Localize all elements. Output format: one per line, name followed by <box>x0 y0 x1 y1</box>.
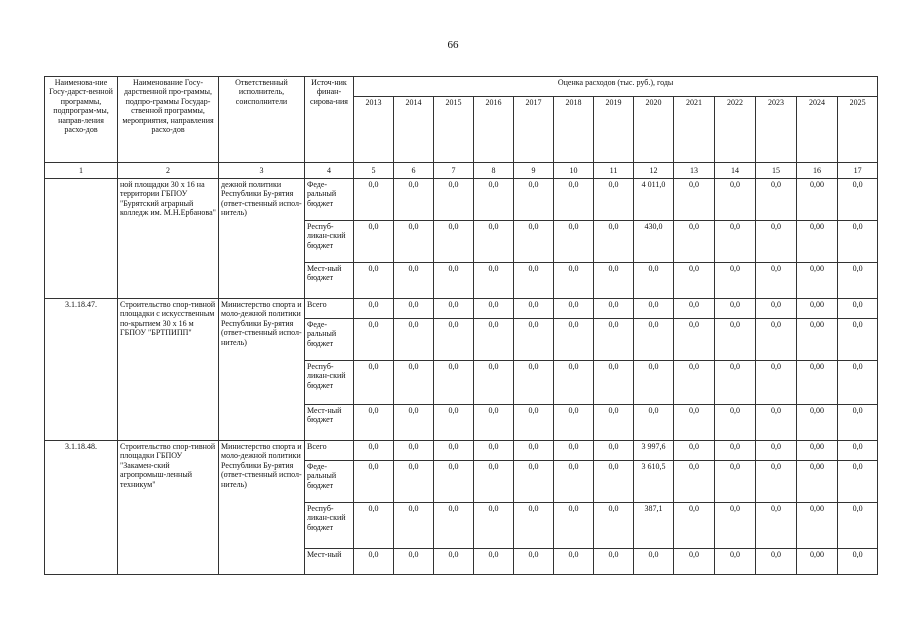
column-number: 13 <box>674 163 715 179</box>
row-value: 0,0 <box>394 361 434 405</box>
row-value: 0,0 <box>474 319 514 361</box>
row-value: 0,0 <box>634 299 674 319</box>
header-year: 2013 <box>354 97 394 163</box>
row-value: 0,0 <box>838 263 878 299</box>
row-source: Феде-ральный бюджет <box>305 461 354 503</box>
row-value: 0,00 <box>797 441 838 461</box>
row-value: 0,0 <box>756 179 797 221</box>
header-year: 2022 <box>715 97 756 163</box>
table-row <box>45 179 878 221</box>
row-value: 0,0 <box>394 221 434 263</box>
row-value: 0,0 <box>434 549 474 575</box>
row-value: 0,0 <box>474 299 514 319</box>
row-value: 0,0 <box>354 319 394 361</box>
row-value: 0,0 <box>554 549 594 575</box>
header-year: 2017 <box>514 97 554 163</box>
row-value: 0,0 <box>715 299 756 319</box>
row-value: 430,0 <box>634 221 674 263</box>
row-value: 0,0 <box>674 319 715 361</box>
row-source: Респуб-ликан-ский бюджет <box>305 361 354 405</box>
row-value: 0,0 <box>594 441 634 461</box>
row-value: 0,0 <box>474 263 514 299</box>
row-source: Респуб-ликан-ский бюджет <box>305 503 354 549</box>
header-year: 2021 <box>674 97 715 163</box>
row-value: 0,0 <box>674 361 715 405</box>
column-number: 3 <box>219 163 305 179</box>
column-number: 14 <box>715 163 756 179</box>
row-value: 0,0 <box>354 299 394 319</box>
row-value: 0,0 <box>715 263 756 299</box>
row-value: 0,0 <box>756 503 797 549</box>
row-value: 0,0 <box>594 221 634 263</box>
row-value: 0,0 <box>838 503 878 549</box>
row-value: 0,0 <box>594 319 634 361</box>
row-value: 0,0 <box>554 319 594 361</box>
row-event-name: Строительство спор-тивной площадки ГБПОУ "Закамен-ский агропромыш-ленный техникум" <box>118 441 219 575</box>
row-value: 0,0 <box>674 221 715 263</box>
header-year: 2015 <box>434 97 474 163</box>
row-value: 0,0 <box>434 221 474 263</box>
row-value: 0,0 <box>474 179 514 221</box>
row-value: 0,0 <box>394 549 434 575</box>
row-value: 0,0 <box>514 299 554 319</box>
row-value: 0,0 <box>838 221 878 263</box>
column-numbers-row <box>45 163 878 179</box>
row-value: 0,0 <box>634 405 674 441</box>
row-value: 0,0 <box>554 263 594 299</box>
row-value: 0,0 <box>434 405 474 441</box>
row-value: 0,0 <box>674 441 715 461</box>
row-value: 0,0 <box>434 179 474 221</box>
row-code <box>45 179 118 299</box>
row-value: 0,0 <box>634 361 674 405</box>
row-value: 0,0 <box>674 263 715 299</box>
row-value: 0,0 <box>594 461 634 503</box>
row-value: 0,0 <box>554 221 594 263</box>
header-event: Наименование Госу-дарственной про-граммы, подпро-граммы Государ-ственной программы, мероприятия, направления расхо-дов <box>118 77 219 163</box>
column-number: 2 <box>118 163 219 179</box>
row-value: 0,0 <box>354 549 394 575</box>
row-value: 0,0 <box>514 319 554 361</box>
row-value: 0,0 <box>434 299 474 319</box>
row-value: 0,0 <box>838 461 878 503</box>
row-value: 0,0 <box>715 549 756 575</box>
row-value: 0,00 <box>797 461 838 503</box>
row-code: 3.1.18.47. <box>45 299 118 441</box>
row-value: 0,0 <box>394 179 434 221</box>
row-value: 387,1 <box>634 503 674 549</box>
row-source: Респуб-ликан-ский бюджет <box>305 221 354 263</box>
row-value: 0,0 <box>594 263 634 299</box>
row-event-name: Строительство спор-тивной площадки с искусственным по-крытием 30 х 16 м ГБПОУ "БРТПИПП" <box>118 299 219 441</box>
row-value: 0,0 <box>474 549 514 575</box>
row-value: 0,0 <box>674 503 715 549</box>
row-value: 0,00 <box>797 549 838 575</box>
row-value: 0,0 <box>674 179 715 221</box>
row-value: 0,0 <box>594 179 634 221</box>
row-value: 0,0 <box>394 319 434 361</box>
row-value: 0,0 <box>554 461 594 503</box>
row-value: 0,0 <box>554 441 594 461</box>
row-value: 0,0 <box>474 361 514 405</box>
row-value: 0,0 <box>354 179 394 221</box>
row-value: 0,0 <box>594 405 634 441</box>
row-value: 0,00 <box>797 319 838 361</box>
row-value: 0,0 <box>354 221 394 263</box>
column-number: 5 <box>354 163 394 179</box>
row-source: Мест-ный бюджет <box>305 263 354 299</box>
row-value: 0,0 <box>674 549 715 575</box>
row-value: 0,0 <box>756 549 797 575</box>
row-value: 0,0 <box>474 405 514 441</box>
row-executor: дежной политики Республики Бу-рятия (ответ-ственный испол-нитель) <box>219 179 305 299</box>
row-value: 0,0 <box>514 549 554 575</box>
row-value: 0,0 <box>756 263 797 299</box>
row-value: 0,0 <box>756 361 797 405</box>
row-value: 0,00 <box>797 221 838 263</box>
row-value: 0,0 <box>554 405 594 441</box>
header-estimate: Оценка расходов (тыс. руб.), годы <box>354 77 878 97</box>
row-value: 0,0 <box>554 299 594 319</box>
row-executor: Министерство спорта и моло-дежной политики Республики Бу-рятия (ответ-ственный испол-нитель) <box>219 441 305 575</box>
table-row <box>45 441 878 461</box>
row-value: 0,0 <box>838 319 878 361</box>
row-value: 0,0 <box>354 461 394 503</box>
row-value: 0,0 <box>838 299 878 319</box>
row-value: 0,0 <box>674 299 715 319</box>
row-value: 0,0 <box>354 441 394 461</box>
row-value: 0,0 <box>354 263 394 299</box>
row-value: 0,0 <box>434 461 474 503</box>
row-value: 0,00 <box>797 263 838 299</box>
row-value: 0,0 <box>756 461 797 503</box>
row-value: 0,0 <box>756 441 797 461</box>
row-value: 0,0 <box>474 221 514 263</box>
row-value: 0,0 <box>474 503 514 549</box>
row-value: 0,00 <box>797 503 838 549</box>
header-year: 2025 <box>838 97 878 163</box>
row-value: 0,0 <box>554 361 594 405</box>
column-number: 9 <box>514 163 554 179</box>
row-value: 0,0 <box>634 319 674 361</box>
row-value: 4 011,0 <box>634 179 674 221</box>
header-year: 2019 <box>594 97 634 163</box>
row-source: Мест-ный <box>305 549 354 575</box>
row-value: 0,0 <box>756 319 797 361</box>
row-source: Феде-ральный бюджет <box>305 319 354 361</box>
row-value: 0,0 <box>514 221 554 263</box>
row-value: 0,0 <box>756 405 797 441</box>
row-code: 3.1.18.48. <box>45 441 118 575</box>
column-number: 10 <box>554 163 594 179</box>
header-year: 2018 <box>554 97 594 163</box>
table-header <box>45 77 878 163</box>
row-value: 0,0 <box>715 319 756 361</box>
row-value: 0,0 <box>715 179 756 221</box>
row-value: 0,0 <box>434 361 474 405</box>
column-number: 4 <box>305 163 354 179</box>
column-number: 6 <box>394 163 434 179</box>
row-value: 0,0 <box>674 405 715 441</box>
row-value: 0,0 <box>838 361 878 405</box>
row-source: Мест-ный бюджет <box>305 405 354 441</box>
row-value: 0,0 <box>674 461 715 503</box>
row-value: 3 610,5 <box>634 461 674 503</box>
column-number: 12 <box>634 163 674 179</box>
column-number: 1 <box>45 163 118 179</box>
row-executor: Министерство спорта и моло-дежной политики Республики Бу-рятия (ответ-ственный испол-нитель) <box>219 299 305 441</box>
row-source: Феде-ральный бюджет <box>305 179 354 221</box>
header-program: Наименова-ние Госу-дарст-венной программы, подпрограм-мы, направ-ления расхо-дов <box>45 77 118 163</box>
row-value: 0,0 <box>838 549 878 575</box>
header-year: 2020 <box>634 97 674 163</box>
row-value: 0,0 <box>756 299 797 319</box>
row-value: 0,00 <box>797 361 838 405</box>
row-source: Всего <box>305 299 354 319</box>
row-value: 0,0 <box>394 299 434 319</box>
row-value: 0,0 <box>715 221 756 263</box>
row-value: 0,0 <box>514 503 554 549</box>
row-value: 0,0 <box>756 221 797 263</box>
row-value: 0,0 <box>554 503 594 549</box>
row-value: 0,0 <box>715 441 756 461</box>
column-number: 7 <box>434 163 474 179</box>
row-value: 0,0 <box>474 441 514 461</box>
column-number: 17 <box>838 163 878 179</box>
header-year: 2023 <box>756 97 797 163</box>
row-value: 0,0 <box>434 263 474 299</box>
row-value: 0,0 <box>514 461 554 503</box>
row-value: 0,0 <box>354 405 394 441</box>
row-value: 0,0 <box>838 405 878 441</box>
column-number: 16 <box>797 163 838 179</box>
header-executor: Ответственный исполнитель, соисполнители <box>219 77 305 163</box>
row-value: 0,0 <box>354 361 394 405</box>
budget-table <box>44 76 878 575</box>
row-value: 0,0 <box>434 319 474 361</box>
page-number: 66 <box>447 39 459 51</box>
row-value: 0,0 <box>434 503 474 549</box>
row-value: 0,0 <box>634 263 674 299</box>
row-value: 0,0 <box>594 361 634 405</box>
row-source: Всего <box>305 441 354 461</box>
row-value: 0,0 <box>394 503 434 549</box>
row-value: 0,0 <box>554 179 594 221</box>
row-value: 0,0 <box>394 441 434 461</box>
row-value: 0,0 <box>715 461 756 503</box>
row-value: 0,0 <box>514 263 554 299</box>
row-value: 0,0 <box>715 503 756 549</box>
column-number: 8 <box>474 163 514 179</box>
row-value: 0,0 <box>715 361 756 405</box>
row-value: 0,0 <box>838 179 878 221</box>
row-value: 0,0 <box>394 263 434 299</box>
table-row <box>45 299 878 319</box>
row-value: 0,0 <box>474 461 514 503</box>
row-value: 0,0 <box>394 405 434 441</box>
row-value: 0,0 <box>594 503 634 549</box>
row-value: 0,0 <box>634 549 674 575</box>
row-value: 0,0 <box>514 179 554 221</box>
column-number: 11 <box>594 163 634 179</box>
header-year: 2024 <box>797 97 838 163</box>
row-value: 0,0 <box>594 549 634 575</box>
row-event-name: ной площадки 30 х 16 на территории ГБПОУ "Бурятский аграрный колледж им. М.Н.Ербанова" <box>118 179 219 299</box>
row-value: 0,0 <box>514 361 554 405</box>
row-value: 0,0 <box>354 503 394 549</box>
row-value: 0,0 <box>394 461 434 503</box>
row-value: 0,00 <box>797 405 838 441</box>
header-source: Источ-ник финан-сирова-ния <box>305 77 354 163</box>
header-year: 2014 <box>394 97 434 163</box>
row-value: 0,00 <box>797 179 838 221</box>
row-value: 0,0 <box>715 405 756 441</box>
row-value: 0,0 <box>434 441 474 461</box>
row-value: 3 997,6 <box>634 441 674 461</box>
column-number: 15 <box>756 163 797 179</box>
header-year: 2016 <box>474 97 514 163</box>
row-value: 0,0 <box>594 299 634 319</box>
row-value: 0,0 <box>838 441 878 461</box>
row-value: 0,00 <box>797 299 838 319</box>
row-value: 0,0 <box>514 405 554 441</box>
row-value: 0,0 <box>514 441 554 461</box>
